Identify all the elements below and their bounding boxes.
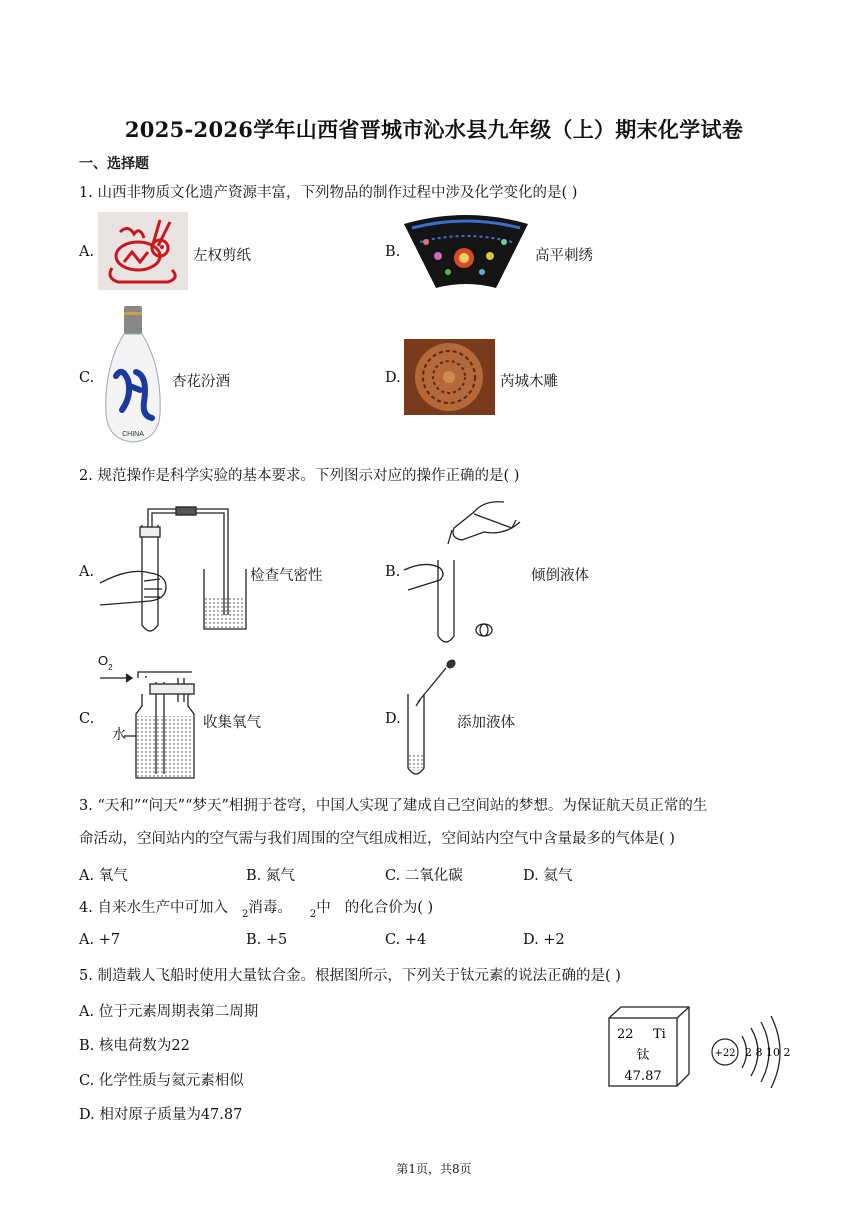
element-number: 22	[617, 1027, 634, 1042]
adding-liquid-diagram	[404, 658, 460, 778]
water-label: 水	[112, 727, 126, 743]
question-1-stem: 1. 山西非物质文化遗产资源丰富，下列物品的制作过程中涉及化学变化的是( )	[79, 185, 578, 201]
q2-option-b-letter: B.	[385, 564, 401, 580]
fenjiu-bottle-image	[100, 306, 166, 446]
q5-option-c: C. 化学性质与氦元素相似	[79, 1073, 244, 1089]
titanium-element-cell	[607, 1006, 692, 1088]
element-symbol: Ti	[653, 1027, 666, 1042]
airtightness-check-diagram	[100, 505, 250, 635]
question-2-stem: 2. 规范操作是科学实验的基本要求。下列图示对应的操作正确的是( )	[79, 468, 520, 484]
q1-option-d-letter: D.	[385, 370, 401, 386]
oxygen-collection-diagram	[100, 670, 200, 782]
q5-option-d: D. 相对原子质量为47.87	[79, 1107, 243, 1123]
q2-option-a-letter: A.	[79, 564, 95, 580]
atomic-structure-diagram	[709, 1014, 789, 1092]
paper-cut-rabbit-image	[98, 212, 188, 290]
q5-option-b: B. 核电荷数为22	[79, 1038, 190, 1054]
q3-option-d: D. 氦气	[523, 868, 573, 884]
wood-carving-image	[404, 339, 495, 415]
q5-option-a: A. 位于元素周期表第二周期	[79, 1004, 259, 1020]
q3-option-b: B. 氮气	[246, 868, 295, 884]
section-heading: 一、选择题	[79, 156, 149, 172]
q1-option-d-label: 芮城木雕	[500, 374, 558, 390]
q3-option-a: A. 氧气	[79, 868, 128, 884]
question-3-stem-line-2: 命活动，空间站内的空气需与我们周围的空气组成相近，空间站内空气中含量最多的气体是( )	[79, 831, 675, 847]
bottle-text: CHINA	[122, 431, 144, 438]
page-title: 2025-2026学年山西省晋城市沁水县九年级（上）期末化学试卷	[124, 117, 744, 142]
q1-option-a-label: 左权剪纸	[193, 248, 251, 264]
q2-option-d-letter: D.	[385, 711, 401, 727]
q4-option-a: A. +7	[79, 932, 121, 948]
q4-option-d: D. +2	[523, 932, 565, 948]
q1-option-c-label: 杏花汾酒	[172, 374, 230, 390]
o2-label: $O_2$	[98, 653, 113, 672]
question-4-stem: 4. 自来水生产中可加入 $_2$消毒。 $_2$中 的化合价为( )	[79, 900, 434, 920]
electron-shells: 2 8 10 2	[745, 1046, 791, 1059]
q2-option-c-label: 收集氧气	[203, 715, 261, 731]
q2-option-c-letter: C.	[79, 711, 95, 727]
q2-option-a-label: 检查气密性	[250, 568, 323, 584]
page-footer: 第1页，共8页	[396, 1162, 472, 1176]
question-3-stem-line-1: 3. “天和”“问天”“梦天”相拥于苍穹，中国人实现了建成自己空间站的梦想。为保证航天员正常的生	[79, 798, 708, 814]
q1-option-b-label: 高平刺绣	[535, 248, 593, 264]
pouring-liquid-diagram	[404, 498, 528, 644]
element-name: 钛	[636, 1048, 650, 1063]
question-5-stem: 5. 制造载人飞船时使用大量钛合金。根据图所示，下列关于钛元素的说法正确的是( )	[79, 968, 621, 984]
embroidery-fan-image	[402, 212, 530, 290]
q2-option-b-label: 倾倒液体	[531, 568, 589, 584]
q3-option-c: C. 二氧化碳	[385, 868, 463, 884]
q1-option-a-letter: A.	[79, 244, 95, 260]
element-mass: 47.87	[624, 1069, 662, 1084]
q1-option-b-letter: B.	[385, 244, 401, 260]
q4-option-c: C. +4	[385, 932, 427, 948]
q2-option-d-label: 添加液体	[457, 715, 515, 731]
nucleus-charge: +22	[714, 1048, 736, 1059]
q4-option-b: B. +5	[246, 932, 288, 948]
q1-option-c-letter: C.	[79, 370, 95, 386]
